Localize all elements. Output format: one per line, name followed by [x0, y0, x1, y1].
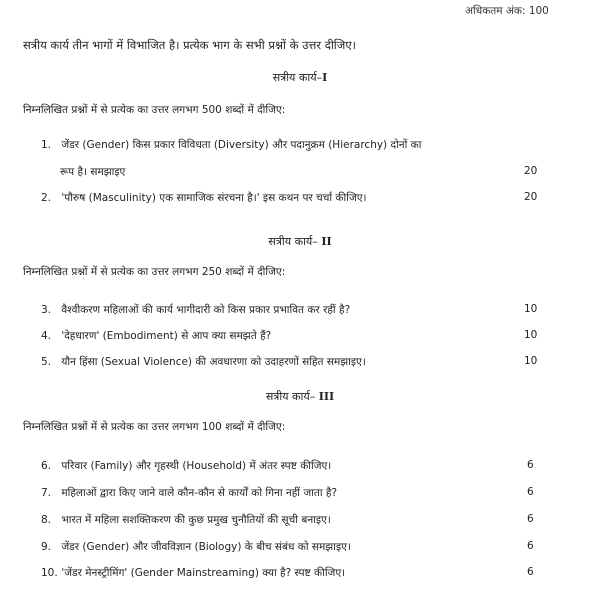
question-7 — [41, 486, 337, 500]
question-9 — [41, 540, 351, 554]
question-4-marks: 10 — [524, 329, 538, 341]
question-7-marks: 6 — [527, 486, 534, 498]
question-text: भारत में महिला सशक्तिकरण की कुछ प्रमुख चुनौतियों की सूची बनाइए। — [61, 514, 331, 526]
max-marks: अधिकतम अंक: 100 — [465, 5, 549, 17]
question-5 — [41, 355, 366, 369]
question-text: 'देहधारण' (Embodiment) से आप क्या समझते हैं? — [61, 330, 272, 342]
section-instruction-2: निम्नलिखित प्रश्नों में से प्रत्येक का उत्तर लगभग 250 शब्दों में दीजिए: — [23, 266, 286, 278]
question-4 — [41, 329, 271, 343]
question-6 — [41, 459, 331, 473]
question-number: 6. — [41, 460, 52, 472]
question-number: 5. — [41, 356, 52, 368]
section-title-2 — [0, 234, 600, 249]
question-text: 'जेंडर मेनस्ट्रीमिंग' (Gender Mainstreaming) क्या है? स्पष्ट कीजिए। — [61, 567, 346, 579]
section-title-roman: II — [321, 235, 332, 248]
question-9-marks: 6 — [527, 540, 534, 552]
section-title-1 — [0, 70, 600, 85]
question-number: 3. — [41, 304, 52, 316]
question-number: 2. — [41, 192, 52, 204]
question-5-marks: 10 — [524, 355, 538, 367]
question-number: 7. — [41, 487, 52, 499]
question-number: 8. — [41, 514, 52, 526]
question-text: 'पौरुष (Masculinity) एक सामाजिक संरचना है।' इस कथन पर चर्चा कीजिए। — [61, 192, 367, 204]
section-title-roman: III — [318, 390, 335, 403]
question-number: 1. — [41, 139, 52, 151]
question-number: 9. — [41, 541, 52, 553]
question-text: जेंडर (Gender) किस प्रकार विविधता (Diversity) और पदानुक्रम (Hierarchy) दोनों का — [61, 139, 422, 151]
question-10-marks: 6 — [527, 566, 534, 578]
section-title-3 — [0, 389, 600, 404]
question-6-marks: 6 — [527, 459, 534, 471]
question-1 — [41, 138, 421, 152]
section-title-prefix: सत्रीय कार्य– — [272, 71, 323, 84]
question-8-marks: 6 — [527, 513, 534, 525]
question-text: महिलाओं द्वारा किए जाने वाले कौन-कौन से कार्यों को गिना नहीं जाता है? — [61, 487, 338, 499]
question-text: जेंडर (Gender) और जीवविज्ञान (Biology) के बीच संबंध को समझाइए। — [61, 541, 351, 553]
section-instruction-1: निम्नलिखित प्रश्नों में से प्रत्येक का उत्तर लगभग 500 शब्दों में दीजिए: — [23, 104, 286, 116]
question-number: 4. — [41, 330, 52, 342]
section-title-roman: I — [322, 71, 328, 84]
intro-text: सत्रीय कार्य तीन भागों में विभाजित है। प्रत्येक भाग के सभी प्रश्नों के उत्तर दीजिए। — [23, 38, 357, 52]
question-3-marks: 10 — [524, 303, 538, 315]
question-3 — [41, 303, 350, 317]
question-text: वैश्वीकरण महिलाओं की कार्य भागीदारी को किस प्रकार प्रभावित कर रहीं है? — [61, 304, 351, 316]
question-8 — [41, 513, 331, 527]
question-number: 10. — [41, 567, 58, 579]
question-2 — [41, 191, 367, 205]
question-10 — [41, 566, 345, 580]
section-title-prefix: सत्रीय कार्य– — [265, 390, 319, 403]
section-title-prefix: सत्रीय कार्य– — [268, 235, 322, 248]
question-1-marks: 20 — [524, 165, 538, 177]
question-text: परिवार (Family) और गृहस्थी (Household) में अंतर स्पष्ट कीजिए। — [61, 460, 332, 472]
question-2-marks: 20 — [524, 191, 538, 203]
section-instruction-3: निम्नलिखित प्रश्नों में से प्रत्येक का उत्तर लगभग 100 शब्दों में दीजिए: — [23, 421, 286, 433]
question-text: यौन हिंसा (Sexual Violence) की अवधारणा को उदाहरणों सहित समझाइए। — [61, 356, 366, 368]
question-1-line2: रूप है। समझाइए — [60, 166, 126, 178]
